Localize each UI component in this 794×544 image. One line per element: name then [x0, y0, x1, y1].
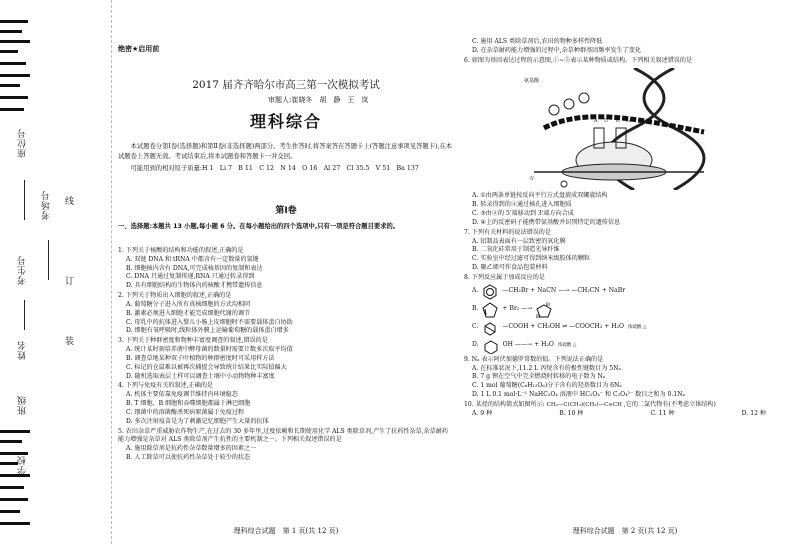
- question-10: [464, 401, 786, 419]
- cyclohexanol-ring-icon: [483, 338, 499, 354]
- question-stem: [464, 401, 786, 410]
- option-d: D. 多次注射疫苗是为了刺激记忆细胞产生大量的抗体: [126, 417, 269, 425]
- section-heading: 第Ⅰ卷: [275, 206, 297, 216]
- option-letter: C.: [472, 323, 479, 331]
- option-c: C. ③由②的 5'端移动到 3'端方向合成: [472, 210, 574, 218]
- reaction-d-condition: 浓硫酸 △: [557, 342, 577, 348]
- option-letter: B.: [472, 305, 479, 313]
- option-d: [464, 337, 786, 355]
- option-letter: D.: [472, 341, 479, 349]
- option-d: D. 随机选取表层土样可以调查土壤中小动物物种丰富度: [126, 372, 275, 380]
- option-b: B. 二氧化硅常用于制造光导纤维: [472, 246, 560, 254]
- option-a: A. 双链 DNA 和 tRNA 中都含有一定数量的氢键: [126, 255, 259, 263]
- option-c: C. DNA 只通过复制传递,RNA 只通过转录得到: [126, 273, 255, 281]
- binding-mark-staple: 订: [63, 276, 73, 285]
- binding-gutter: [0, 0, 112, 544]
- base-label-c: C: [616, 118, 620, 125]
- five-prime-label: 5': [530, 176, 535, 183]
- question-8: [464, 274, 786, 355]
- subject-title: 理科综合: [249, 112, 322, 131]
- question-5: [118, 428, 454, 463]
- question-3: [118, 337, 454, 381]
- question-stem: 1. 下列关于核酸的结构和功能的叙述,正确的是: [118, 247, 244, 254]
- question-9: [464, 356, 786, 400]
- page-1: [118, 0, 454, 544]
- option-b: B. 细胞核内含有 DNA,可完成核基因的复制和表达: [126, 264, 263, 272]
- option-d: D. 聚乙烯可作食品包装材料: [472, 264, 548, 272]
- exam-title: 2017 届齐齐哈尔市高三第一次模拟考试: [192, 79, 380, 91]
- question-stem: 3. 下列关于种群密度和物种丰富度调查的叙述,错误的是: [118, 337, 268, 345]
- question-stem-lead: 10. 某烃的结构简式如图所示:: [464, 400, 545, 408]
- option-c: C. 11 种: [650, 409, 675, 417]
- amino-acid-label: 氨基酸: [524, 78, 540, 85]
- base-label-g: G: [626, 118, 630, 125]
- option-c: [464, 319, 786, 337]
- option-a: A. 9 种: [472, 409, 493, 417]
- option-a: A. ①由两条单链按反向平行方式盘旋成双螺旋结构: [472, 192, 608, 200]
- option-b: B. 激素必须进入细胞才能完成细胞代谢的调节: [126, 309, 251, 317]
- exam-room-line: [48, 240, 49, 280]
- option-d: D. 12 种: [741, 409, 766, 417]
- option-c: C. 实验室中经过滤可得到纳米级胶体的颗粒: [472, 255, 591, 263]
- seat-number-label: 座位号: [18, 128, 28, 158]
- option-row: [464, 410, 786, 419]
- reaction-d: OH ——→ + H₂O: [502, 341, 554, 349]
- exam-room-label: 考场号: [42, 190, 52, 220]
- question-1: [118, 247, 454, 291]
- page-footer: 理科综合试题 第 2 页(共 12 页): [572, 526, 678, 535]
- option-b: [464, 301, 786, 319]
- question-4: [118, 382, 454, 426]
- option-c: C. 标记的仓鼠难以被再次捕捉会导致统计结果比实际值偏大: [126, 363, 287, 371]
- question-stem: 2. 下列关于物质出入细胞的叙述,正确的是: [118, 292, 232, 300]
- question-7: [464, 229, 786, 273]
- question-6: [464, 57, 786, 228]
- q5-option-d: D. 在杂草耐药能力增强的过程中,杂草种群基因频率发生了变化: [472, 46, 641, 54]
- seat-number-line: [24, 180, 25, 220]
- gene-expression-figure: [524, 68, 714, 190]
- option-d: D. 1 L 0.1 mol·L⁻¹ NaHC₂O₄ 溶液中 HC₂O₄⁻ 和 C₂O₄²⁻ 数目之和为 0.1Nₐ: [472, 391, 685, 399]
- option-a: [464, 283, 786, 301]
- option-d: D. 具有细胞结构的生物体内的核酸才携带遗传信息: [126, 282, 263, 290]
- option-a: A. 施用除草剂是抗药性杂草数量增多的因素之一: [126, 445, 257, 453]
- confidential-mark: 绝密★启用前: [118, 45, 160, 53]
- reviewers: 审题人:崔晓冬 胡 静 王 岚: [268, 96, 369, 104]
- binding-stripes: [0, 0, 58, 544]
- question-stem: 5. 农田杂草严重威胁农作物生产,在过去的 30 多年里,过度依赖和长期使用化学 ALS 类除草剂,产生了抗药性杂草,杂草耐药能力增强是杂草对 ALS 类除草剂产生抗性的主要机制之一。下列相关叙述错误的是: [118, 427, 449, 444]
- base-label-u: U: [604, 118, 609, 125]
- option-a: A. 机体主要依靠免疫调节维持内环境稳态: [126, 391, 238, 399]
- question-stem: 6. 如图为基因表达过程的示意图,①~⑤表示某种物质或结构。下列相关叙述错误的是: [464, 56, 693, 64]
- benzene-ring-icon: [482, 284, 498, 300]
- class-label: 班级: [18, 395, 28, 415]
- option-a: A. 在标准状况下,11.2 L 丙烷含有的极性键数目为 5Nₐ: [472, 364, 621, 372]
- svg-text:Br: Br: [536, 313, 541, 318]
- option-b: B. 10 种: [559, 409, 584, 417]
- question-list: [464, 38, 786, 419]
- option-b: B. 转录得到的④通过核孔进入细胞质: [472, 201, 572, 209]
- binding-mark-bind: 装: [63, 336, 73, 345]
- examinee-number-label: 考生号: [18, 255, 28, 285]
- option-a: A. 葡萄糖分子进入所有真核细胞的方式均相同: [126, 300, 251, 308]
- question-2: [118, 292, 454, 336]
- reaction-c-condition: 浓硫酸 △: [628, 324, 647, 330]
- option-c: C. 细菌中的溶菌酶杀死病原菌属于免疫过程: [126, 408, 245, 416]
- binding-mark-line: 线: [63, 196, 73, 205]
- option-c: C. 母乳中的抗体进入婴儿小肠上皮细胞时不需要载体蛋白协助: [126, 318, 293, 326]
- cyclopentadiene-ring-icon: [482, 302, 498, 318]
- question-list: [118, 246, 454, 463]
- base-label-a: A: [594, 118, 598, 125]
- svg-text:Br: Br: [546, 301, 551, 307]
- option-d: D. 细胞有氧呼吸时,线粒体外膜上运输葡萄糖的载体蛋白增多: [126, 327, 289, 335]
- option-d: D. ④上的反密码子能携带氨基酸并识别特定的遗传信息: [472, 218, 621, 226]
- q5-option-c: C. 施用 ALS 类除草剂后,农田的物种多样性降低: [472, 38, 603, 45]
- question-stem: 4. 下列与免疫有关的叙述,正确的是: [118, 382, 214, 390]
- option-a: A. 铝制品表面有一层致密的氧化膜: [472, 237, 566, 245]
- exam-intro: [118, 142, 454, 173]
- reaction-a: —CH₂Br + NaCN —→ —CH₂CN + NaBr: [502, 287, 626, 295]
- option-b: B. 人工除草可以使抗药性杂草处于较少的状态: [126, 454, 251, 462]
- option-b: B. 7 g 锂在空气中完全燃烧时转移的电子数为 Nₐ: [472, 373, 606, 381]
- question-stem: 7. 下列有关材料的说法错误的是: [464, 228, 551, 236]
- section-instructions: 一、选择题:本题共 13 小题,每小题 6 分。在每小题给出的四个选项中,只有一项是符合题目要求的。: [118, 223, 400, 230]
- reaction-c: —COOH + CH₃OH ⇌ —COOCH₃ + H₂O: [502, 323, 625, 331]
- reaction-b: + Br₂ —→: [502, 305, 533, 313]
- page-2: [464, 0, 786, 544]
- option-b: B. 调查草地某种双子叶植物的种群密度时可采用样方法: [126, 354, 275, 362]
- dna-helix-diagram: [524, 68, 714, 190]
- school-label: 学校: [18, 455, 28, 475]
- option-letter: A.: [472, 287, 479, 295]
- option-b: B. T 细胞、B 细胞和吞噬细胞都属于淋巴细胞: [126, 400, 251, 408]
- name-label: 姓名: [18, 340, 28, 360]
- examinee-number-line: [24, 300, 25, 330]
- hydrocarbon-structure: CH₃—C(CH₃)(CH₃)—C≡CH: [546, 401, 622, 408]
- question-stem: 8. 下列反应属于加成反应的是: [464, 273, 545, 281]
- atomic-masses: 可能用到的相对原子质量:H 1 Li 7 B 11 C 12 N 14 O 16 Al 27 Cl 35.5 V 51 Ba 137: [130, 164, 419, 172]
- intro-paragraph: 本试题卷分第Ⅰ卷(选择题)和第Ⅱ卷(非选择题)两部分。考生作答时,将答案答在答题卡上(答题注意事项见答题卡),在本试题卷上答题无效。考试结束后,将本试题卷和答题卡一并交回。: [118, 143, 453, 160]
- option-c: C. 1 mol 葡萄糖(C₆H₁₂O₆)分子含有的羟基数目为 6Nₐ: [472, 382, 622, 390]
- question-stem-tail: ,它的二氯代物有(不考虑立体结构): [623, 400, 716, 408]
- dibromocyclopentene-icon: [536, 302, 552, 318]
- norbornene-ring-icon: [482, 320, 498, 336]
- page-footer: 理科综合试题 第 1 页(共 12 页): [233, 526, 339, 535]
- option-a: A. 统计某时刻培养液中酵母菌的数量时需要计数多次取平均值: [126, 346, 293, 354]
- question-stem: 9. Nₐ 表示阿伏加德罗常数的值。下列说法正确的是: [464, 355, 604, 363]
